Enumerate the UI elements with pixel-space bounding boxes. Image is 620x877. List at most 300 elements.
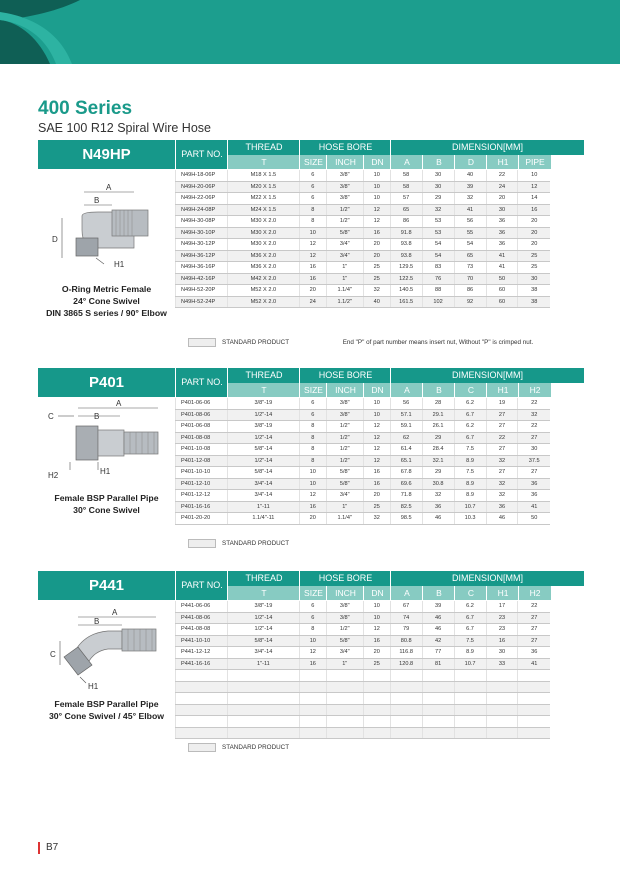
table-cell: 20 bbox=[299, 513, 326, 525]
table-cell: 33 bbox=[486, 658, 518, 670]
table-cell: 27 bbox=[518, 635, 550, 647]
table-cell: 12 bbox=[518, 181, 550, 193]
table-row bbox=[176, 658, 551, 670]
table-cell: 12 bbox=[363, 421, 390, 433]
table-cell: 3/8" bbox=[326, 193, 363, 205]
part-number-cell: P401-10-08 bbox=[176, 444, 228, 456]
page-number: B7 bbox=[38, 842, 58, 854]
table-cell: 6.2 bbox=[454, 398, 486, 409]
table-cell bbox=[486, 670, 518, 682]
table-row bbox=[176, 490, 551, 502]
table-cell: 20 bbox=[518, 216, 550, 228]
table-cell: 10 bbox=[363, 170, 390, 181]
dim-label-b: B bbox=[94, 412, 100, 421]
section-p441 bbox=[38, 571, 583, 756]
table-cell: 27 bbox=[518, 612, 550, 624]
table-cell: 32 bbox=[486, 490, 518, 502]
table-cell: 25 bbox=[518, 262, 550, 274]
part-number-cell: P401-12-08 bbox=[176, 455, 228, 467]
table-row bbox=[176, 285, 551, 297]
table-cell bbox=[363, 693, 390, 705]
table-cell: 7.5 bbox=[454, 467, 486, 479]
table-cell: 27 bbox=[486, 467, 518, 479]
spec-table bbox=[175, 170, 550, 308]
table-cell: 36 bbox=[422, 501, 454, 513]
subheader-t: T bbox=[227, 586, 300, 600]
subheader-a: A bbox=[390, 155, 423, 169]
table-row bbox=[176, 635, 551, 647]
table-cell: 25 bbox=[363, 658, 390, 670]
table-cell: 12 bbox=[299, 647, 326, 659]
subheader-t: T bbox=[227, 155, 300, 169]
table-cell: 1.1/2" bbox=[326, 296, 363, 308]
table-cell: 65.1 bbox=[390, 455, 422, 467]
subheader-inch: INCH bbox=[326, 383, 364, 397]
table-cell: 3/4" bbox=[326, 647, 363, 659]
table-cell: 82.5 bbox=[390, 501, 422, 513]
table-cell: 54 bbox=[422, 250, 454, 262]
table-cell: M30 X 2.0 bbox=[227, 216, 299, 228]
table-cell: 27 bbox=[486, 409, 518, 421]
table-row bbox=[176, 647, 551, 659]
table-cell: 32.1 bbox=[422, 455, 454, 467]
subheader-inch: INCH bbox=[326, 586, 364, 600]
table-cell: 140.5 bbox=[390, 285, 422, 297]
table-cell: 20 bbox=[518, 239, 550, 251]
dim-label-a: A bbox=[112, 608, 118, 617]
table-cell: 10 bbox=[363, 193, 390, 205]
table-cell: 6 bbox=[299, 409, 326, 421]
description-line: O-Ring Metric Female bbox=[61, 284, 152, 294]
table-cell: 1/2"-14 bbox=[227, 409, 299, 421]
product-code: N49HP bbox=[38, 140, 175, 169]
table-cell: 6 bbox=[299, 181, 326, 193]
table-cell: 46 bbox=[486, 513, 518, 525]
part-number-cell: N49H-30-08P bbox=[176, 216, 228, 228]
table-cell: 10 bbox=[518, 170, 550, 181]
table-cell: 20 bbox=[363, 250, 390, 262]
table-cell: 3/8"-19 bbox=[227, 601, 299, 612]
table-cell: 42 bbox=[422, 635, 454, 647]
table-cell bbox=[227, 693, 299, 705]
table-cell: M30 X 2.0 bbox=[227, 227, 299, 239]
table-cell: M22 X 1.5 bbox=[227, 193, 299, 205]
table-cell: 67.8 bbox=[390, 467, 422, 479]
dim-label-h1: H1 bbox=[100, 467, 111, 476]
table-cell: 54 bbox=[454, 239, 486, 251]
table-cell: 28 bbox=[422, 398, 454, 409]
table-cell: 3/8" bbox=[326, 409, 363, 421]
table-cell: 39 bbox=[454, 181, 486, 193]
subheader-b: B bbox=[422, 155, 455, 169]
table-cell: 161.5 bbox=[390, 296, 422, 308]
table-cell: 32 bbox=[486, 478, 518, 490]
table-cell: 29 bbox=[422, 432, 454, 444]
table-cell: 5/8"-14 bbox=[227, 635, 299, 647]
hose-bore-header: HOSE BORE bbox=[299, 368, 391, 383]
table-cell bbox=[326, 670, 363, 682]
table-cell bbox=[363, 704, 390, 716]
table-cell: 30 bbox=[486, 204, 518, 216]
table-cell bbox=[454, 716, 486, 728]
table-cell: 10.3 bbox=[454, 513, 486, 525]
part-number-cell bbox=[176, 693, 228, 705]
table-cell: 8 bbox=[299, 624, 326, 636]
table-cell: 20 bbox=[518, 227, 550, 239]
table-cell: 1/2" bbox=[326, 432, 363, 444]
table-cell: 86 bbox=[390, 216, 422, 228]
table-cell bbox=[390, 693, 422, 705]
table-cell: 6 bbox=[299, 170, 326, 181]
table-cell bbox=[518, 681, 550, 693]
table-cell: 58 bbox=[390, 181, 422, 193]
table-cell bbox=[227, 681, 299, 693]
table-cell: 14 bbox=[518, 193, 550, 205]
table-row bbox=[176, 273, 551, 285]
table-cell: 32 bbox=[454, 193, 486, 205]
table-cell: 6 bbox=[299, 601, 326, 612]
fitting-drawing-straight bbox=[38, 396, 175, 480]
table-cell: M36 X 2.0 bbox=[227, 250, 299, 262]
table-cell: 16 bbox=[363, 227, 390, 239]
table-cell: 1"-11 bbox=[227, 501, 299, 513]
product-description bbox=[38, 492, 175, 516]
table-cell: 32 bbox=[518, 409, 550, 421]
table-cell: 40 bbox=[363, 296, 390, 308]
table-cell: 29 bbox=[422, 467, 454, 479]
table-cell: M52 X 2.0 bbox=[227, 296, 299, 308]
table-cell: 30 bbox=[422, 170, 454, 181]
table-row bbox=[176, 693, 551, 705]
table-cell: 56 bbox=[454, 216, 486, 228]
part-number-cell bbox=[176, 727, 228, 739]
table-cell: 5/8"-14 bbox=[227, 467, 299, 479]
table-cell: 32 bbox=[422, 490, 454, 502]
table-cell: M24 X 1.5 bbox=[227, 204, 299, 216]
table-cell bbox=[299, 716, 326, 728]
table-cell: 30 bbox=[518, 444, 550, 456]
table-cell: 16 bbox=[363, 635, 390, 647]
table-cell bbox=[363, 681, 390, 693]
table-cell: 12 bbox=[363, 455, 390, 467]
table-cell: 80.8 bbox=[390, 635, 422, 647]
table-row bbox=[176, 239, 551, 251]
hose-bore-header: HOSE BORE bbox=[299, 140, 391, 155]
table-cell: 88 bbox=[422, 285, 454, 297]
table-cell bbox=[326, 681, 363, 693]
table-cell bbox=[486, 681, 518, 693]
part-no-header: PART NO. bbox=[175, 140, 228, 169]
table-cell: 60 bbox=[486, 296, 518, 308]
subheader-dn: DN bbox=[363, 155, 391, 169]
table-cell: 93.8 bbox=[390, 239, 422, 251]
table-cell: 26.1 bbox=[422, 421, 454, 433]
table-cell: 8.9 bbox=[454, 455, 486, 467]
dim-label-h1: H1 bbox=[114, 260, 125, 268]
table-cell: 54 bbox=[422, 239, 454, 251]
table-cell: 8 bbox=[299, 216, 326, 228]
table-cell: 22 bbox=[486, 170, 518, 181]
table-row bbox=[176, 181, 551, 193]
subheader-size: SIZE bbox=[299, 586, 327, 600]
table-cell: 28.4 bbox=[422, 444, 454, 456]
table-cell: 10.7 bbox=[454, 658, 486, 670]
table-cell: 1/2" bbox=[326, 455, 363, 467]
table-cell: 30 bbox=[422, 181, 454, 193]
description-line: Female BSP Parallel Pipe bbox=[54, 699, 159, 709]
part-number-cell bbox=[176, 716, 228, 728]
table-cell: 3/8" bbox=[326, 170, 363, 181]
table-cell: 67 bbox=[390, 601, 422, 612]
table-cell: 32 bbox=[363, 513, 390, 525]
table-cell: 36 bbox=[518, 647, 550, 659]
table-cell: 91.8 bbox=[390, 227, 422, 239]
table-cell: 10 bbox=[363, 409, 390, 421]
table-cell: 36 bbox=[486, 216, 518, 228]
part-number-cell: P401-06-08 bbox=[176, 421, 228, 433]
series-title: 400 Series bbox=[38, 98, 133, 119]
subheader-h1: H1 bbox=[486, 155, 519, 169]
table-cell: 41 bbox=[518, 658, 550, 670]
dimension-header: DIMENSION[MM] bbox=[390, 140, 584, 155]
table-cell bbox=[299, 704, 326, 716]
table-cell: 6 bbox=[299, 193, 326, 205]
table-cell: 6.7 bbox=[454, 432, 486, 444]
table-cell: 50 bbox=[518, 513, 550, 525]
table-cell: 41 bbox=[454, 204, 486, 216]
legend-label: STANDARD PRODUCT bbox=[222, 540, 290, 548]
table-row bbox=[176, 501, 551, 513]
table-row bbox=[176, 432, 551, 444]
dim-label-b: B bbox=[94, 617, 100, 626]
table-cell bbox=[390, 670, 422, 682]
table-row bbox=[176, 262, 551, 274]
table-cell: 22 bbox=[518, 398, 550, 409]
table-row bbox=[176, 421, 551, 433]
part-number-cell: N49H-42-16P bbox=[176, 273, 228, 285]
dim-label-c: C bbox=[50, 650, 56, 659]
table-cell: 57.1 bbox=[390, 409, 422, 421]
table-cell bbox=[486, 727, 518, 739]
table-cell: 3/4" bbox=[326, 250, 363, 262]
table-cell: 6.2 bbox=[454, 421, 486, 433]
subheader-c: C bbox=[454, 586, 487, 600]
table-cell: 40 bbox=[454, 170, 486, 181]
table-cell: 17 bbox=[486, 601, 518, 612]
table-cell: 74 bbox=[390, 612, 422, 624]
table-cell: 1/2"-14 bbox=[227, 432, 299, 444]
table-cell: 7.5 bbox=[454, 635, 486, 647]
table-cell: 22 bbox=[518, 601, 550, 612]
table-cell bbox=[363, 670, 390, 682]
table-cell: 6 bbox=[299, 398, 326, 409]
table-cell bbox=[326, 704, 363, 716]
table-row bbox=[176, 670, 551, 682]
part-number-cell: N49H-20-06P bbox=[176, 181, 228, 193]
table-cell: 3/4" bbox=[326, 239, 363, 251]
subheader-a: A bbox=[390, 383, 423, 397]
description-line: 24° Cone Swivel bbox=[73, 296, 140, 306]
table-cell: 23 bbox=[486, 624, 518, 636]
dim-label-h2: H2 bbox=[48, 471, 59, 480]
table-cell: 16 bbox=[299, 658, 326, 670]
table-cell: 36 bbox=[486, 239, 518, 251]
part-number-cell: N49H-30-10P bbox=[176, 227, 228, 239]
table-cell: 5/8" bbox=[326, 467, 363, 479]
dim-label-h1: H1 bbox=[88, 682, 99, 691]
table-cell: 32 bbox=[363, 285, 390, 297]
table-cell: 27 bbox=[518, 432, 550, 444]
table-cell bbox=[326, 716, 363, 728]
thread-header: THREAD bbox=[227, 140, 300, 155]
table-cell: 60 bbox=[486, 285, 518, 297]
table-cell: 76 bbox=[422, 273, 454, 285]
table-cell: 37.5 bbox=[518, 455, 550, 467]
table-row bbox=[176, 681, 551, 693]
table-row bbox=[176, 716, 551, 728]
table-cell bbox=[363, 727, 390, 739]
spec-table bbox=[175, 398, 550, 525]
table-cell: 8 bbox=[299, 432, 326, 444]
table-cell: 1" bbox=[326, 262, 363, 274]
table-cell: 36 bbox=[486, 501, 518, 513]
table-cell: 10.7 bbox=[454, 501, 486, 513]
table-cell bbox=[390, 727, 422, 739]
table-cell: 30.8 bbox=[422, 478, 454, 490]
table-cell: 32 bbox=[486, 455, 518, 467]
table-cell bbox=[518, 704, 550, 716]
table-cell: 16 bbox=[299, 273, 326, 285]
subheader-h2: H2 bbox=[518, 586, 551, 600]
description-line: 30° Cone Swivel bbox=[73, 505, 140, 515]
table-row bbox=[176, 612, 551, 624]
table-row bbox=[176, 444, 551, 456]
table-cell: 30 bbox=[518, 273, 550, 285]
table-cell: 32 bbox=[422, 204, 454, 216]
table-row bbox=[176, 296, 551, 308]
part-number-cell: N49H-30-12P bbox=[176, 239, 228, 251]
table-cell bbox=[363, 716, 390, 728]
table-cell: 3/8" bbox=[326, 181, 363, 193]
table-cell: 1" bbox=[326, 273, 363, 285]
table-cell: 8 bbox=[299, 444, 326, 456]
table-cell: 1.1/4" bbox=[326, 513, 363, 525]
part-no-header: PART NO. bbox=[175, 368, 228, 397]
table-cell: 6.7 bbox=[454, 409, 486, 421]
fitting-drawing-45-elbow bbox=[38, 607, 175, 691]
part-number-cell bbox=[176, 670, 228, 682]
table-cell: 3/4"-14 bbox=[227, 647, 299, 659]
table-cell: 62 bbox=[390, 432, 422, 444]
standard-product-swatch bbox=[188, 539, 216, 548]
table-cell: 5/8" bbox=[326, 227, 363, 239]
part-number-cell: P401-10-10 bbox=[176, 467, 228, 479]
table-cell bbox=[454, 681, 486, 693]
table-cell: 69.6 bbox=[390, 478, 422, 490]
dimension-header: DIMENSION[MM] bbox=[390, 368, 584, 383]
table-row bbox=[176, 704, 551, 716]
table-cell bbox=[422, 681, 454, 693]
table-cell: 77 bbox=[422, 647, 454, 659]
table-cell: 50 bbox=[486, 273, 518, 285]
table-cell bbox=[422, 704, 454, 716]
table-cell: 20 bbox=[299, 285, 326, 297]
table-cell: 23 bbox=[486, 612, 518, 624]
subheader-pipe: PIPE bbox=[518, 155, 551, 169]
table-cell: 12 bbox=[363, 444, 390, 456]
table-cell bbox=[454, 704, 486, 716]
table-row bbox=[176, 193, 551, 205]
table-row bbox=[176, 250, 551, 262]
part-number-cell: P401-12-10 bbox=[176, 478, 228, 490]
table-cell: 1/2"-14 bbox=[227, 612, 299, 624]
standard-product-swatch bbox=[188, 743, 216, 752]
part-number-cell: P401-08-06 bbox=[176, 409, 228, 421]
section-p401 bbox=[38, 368, 583, 553]
table-cell bbox=[518, 716, 550, 728]
subheader-d: D bbox=[454, 155, 487, 169]
table-cell: 1/2"-14 bbox=[227, 624, 299, 636]
table-row bbox=[176, 601, 551, 612]
table-cell: 46 bbox=[422, 624, 454, 636]
dim-label-d: D bbox=[52, 235, 58, 244]
table-cell: 29.1 bbox=[422, 409, 454, 421]
table-cell: 7.5 bbox=[454, 444, 486, 456]
table-cell: 129.5 bbox=[390, 262, 422, 274]
part-number-cell: N49H-22-06P bbox=[176, 193, 228, 205]
table-cell: 3/8"-19 bbox=[227, 398, 299, 409]
table-cell: 22 bbox=[486, 432, 518, 444]
spec-table bbox=[175, 601, 550, 739]
table-cell: 10 bbox=[299, 227, 326, 239]
table-cell: 10 bbox=[299, 478, 326, 490]
table-cell: 83 bbox=[422, 262, 454, 274]
table-cell: 3/4" bbox=[326, 490, 363, 502]
standard-product-swatch bbox=[188, 338, 216, 347]
legend bbox=[188, 539, 289, 548]
table-cell: 12 bbox=[363, 204, 390, 216]
table-cell: 70 bbox=[454, 273, 486, 285]
legend-label: STANDARD PRODUCT bbox=[222, 339, 289, 347]
table-cell: 25 bbox=[363, 262, 390, 274]
product-description bbox=[38, 698, 175, 722]
table-cell bbox=[326, 727, 363, 739]
table-cell: 5/8" bbox=[326, 635, 363, 647]
table-cell: 10 bbox=[363, 601, 390, 612]
table-cell: 6 bbox=[299, 612, 326, 624]
table-row bbox=[176, 398, 551, 409]
table-cell: 5/8"-14 bbox=[227, 444, 299, 456]
legend bbox=[188, 338, 533, 347]
table-cell: 3/8" bbox=[326, 398, 363, 409]
table-cell: 6.7 bbox=[454, 612, 486, 624]
part-number-cell: N49H-36-16P bbox=[176, 262, 228, 274]
table-cell bbox=[486, 704, 518, 716]
table-cell: 16 bbox=[486, 635, 518, 647]
table-cell: 12 bbox=[299, 250, 326, 262]
part-number-cell: P401-06-06 bbox=[176, 398, 228, 409]
table-cell: 38 bbox=[518, 285, 550, 297]
table-cell: 12 bbox=[299, 239, 326, 251]
table-cell: 12 bbox=[363, 216, 390, 228]
table-cell: 3/8" bbox=[326, 612, 363, 624]
part-number-cell: N49H-36-12P bbox=[176, 250, 228, 262]
product-code: P441 bbox=[38, 571, 175, 600]
subheader-b: B bbox=[422, 383, 455, 397]
table-cell: 27 bbox=[518, 467, 550, 479]
table-cell: 56 bbox=[390, 398, 422, 409]
thread-header: THREAD bbox=[227, 571, 300, 586]
